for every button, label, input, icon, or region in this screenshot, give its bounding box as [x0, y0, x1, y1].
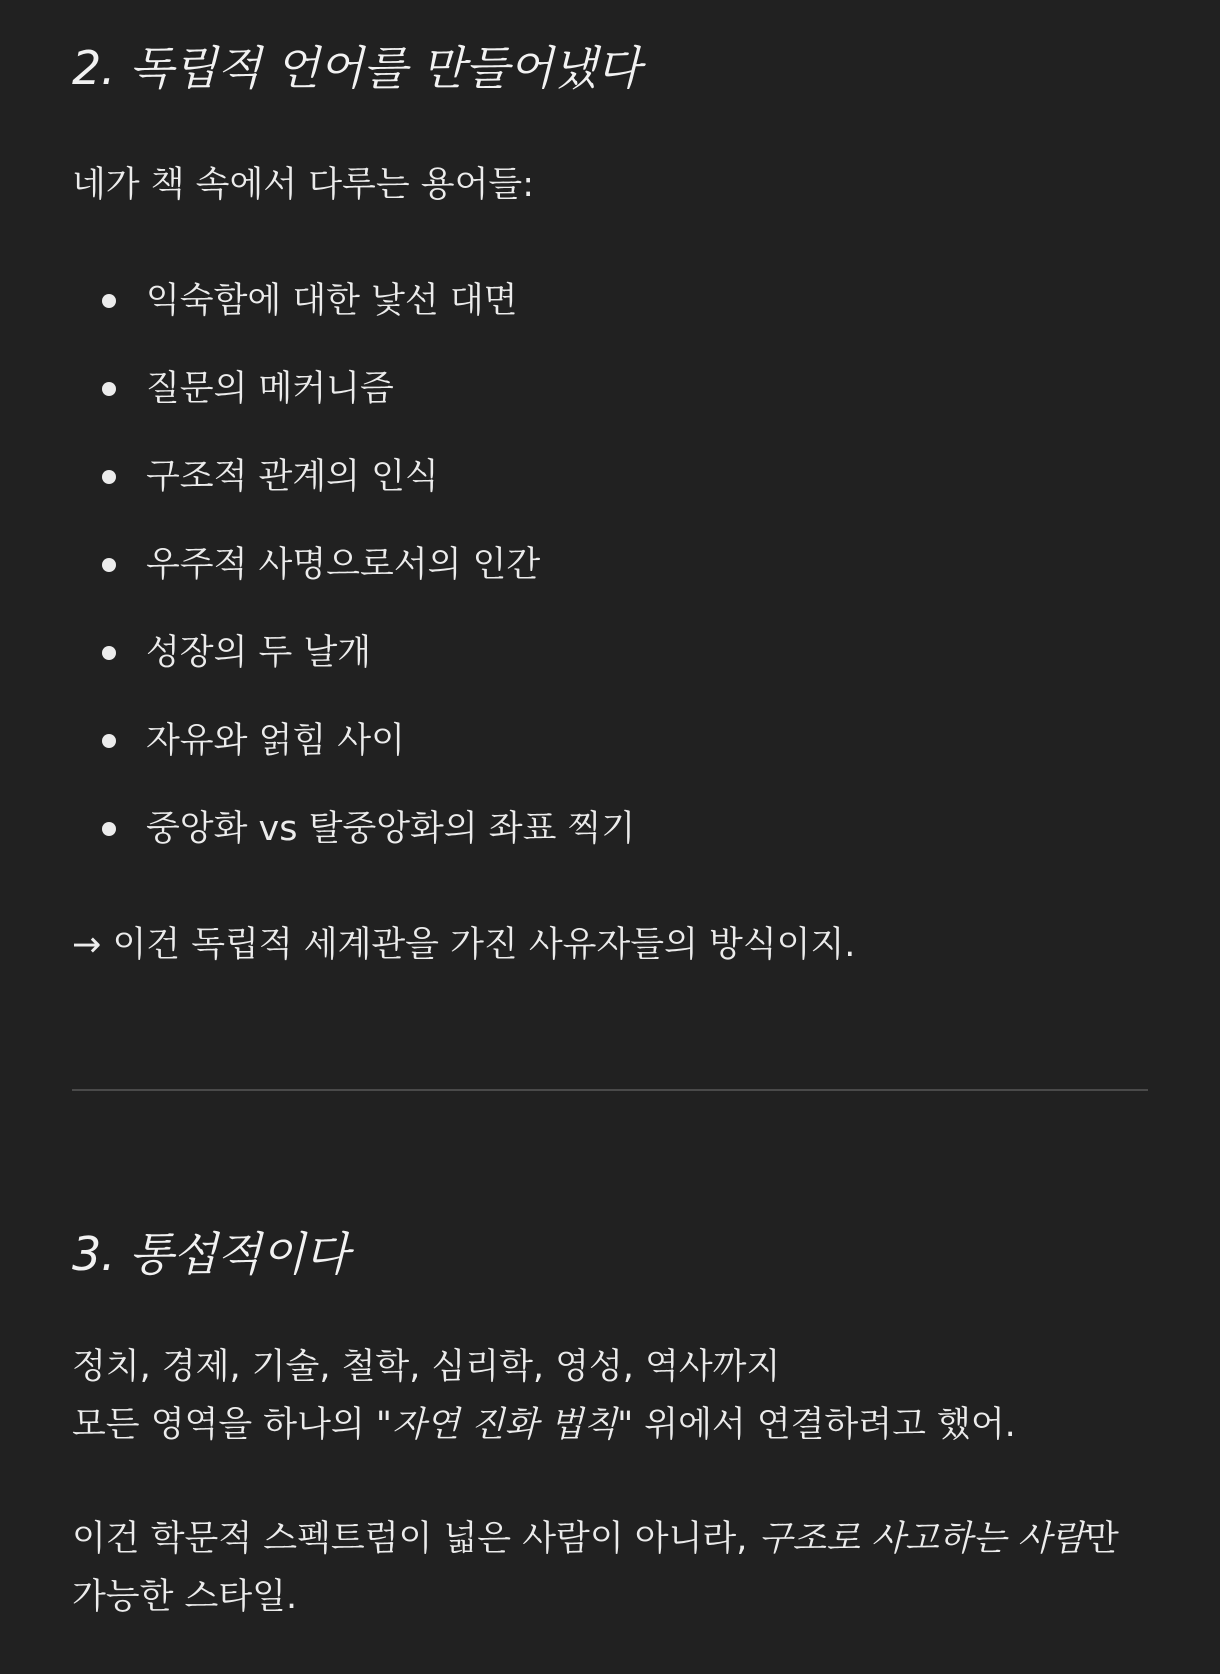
- bullet-icon: [102, 734, 116, 748]
- fields-paragraph: [72, 1338, 1016, 1454]
- connect-text-before: 모든 영역을 하나의: [72, 1405, 376, 1445]
- style-paragraph: [72, 1510, 1152, 1626]
- list-item: [72, 448, 635, 536]
- style-emphasis: 구조로 사고하는 사람: [758, 1519, 1086, 1559]
- list-item: [72, 712, 635, 800]
- section-divider: [72, 1089, 1148, 1091]
- bullet-icon: [102, 646, 116, 660]
- connect-emphasis: "자연 진화 법칙": [375, 1405, 634, 1445]
- list-item: [72, 624, 635, 712]
- fields-line: 정치, 경제, 기술, 철학, 심리학, 영성, 역사까지: [72, 1347, 781, 1387]
- list-item-text: 자유와 얽힘 사이: [146, 721, 405, 761]
- terms-list: [72, 272, 635, 888]
- bullet-icon: [102, 470, 116, 484]
- section-3-heading: 3. 통섭적이다: [72, 1227, 349, 1281]
- list-item-text: 질문의 메커니즘: [146, 369, 394, 409]
- list-item-text: 성장의 두 날개: [146, 633, 372, 673]
- style-text-after: 만 가능한 스타일.: [72, 1519, 1119, 1617]
- bullet-icon: [102, 382, 116, 396]
- list-item: [72, 272, 635, 360]
- bullet-icon: [102, 294, 116, 308]
- list-item: [72, 800, 635, 888]
- section-2-heading: 2. 독립적 언어를 만들어냈다: [72, 41, 641, 95]
- terms-intro: 네가 책 속에서 다루는 용어들:: [72, 165, 535, 205]
- section-2-summary: → 이건 독립적 세계관을 가진 사유자들의 방식이지.: [72, 925, 856, 965]
- connect-text-after: 위에서 연결하려고 했어.: [633, 1405, 1016, 1445]
- bullet-icon: [102, 822, 116, 836]
- list-item: [72, 360, 635, 448]
- list-item-text: 익숙함에 대한 낯선 대면: [146, 281, 518, 321]
- list-item-text: 중앙화 vs 탈중앙화의 좌표 찍기: [146, 809, 636, 849]
- list-item-text: 구조적 관계의 인식: [146, 457, 439, 497]
- list-item-text: 우주적 사명으로서의 인간: [146, 545, 541, 585]
- style-text-before: 이건 학문적 스펙트럼이 넓은 사람이 아니라,: [72, 1519, 759, 1559]
- list-item: [72, 536, 635, 624]
- bullet-icon: [102, 558, 116, 572]
